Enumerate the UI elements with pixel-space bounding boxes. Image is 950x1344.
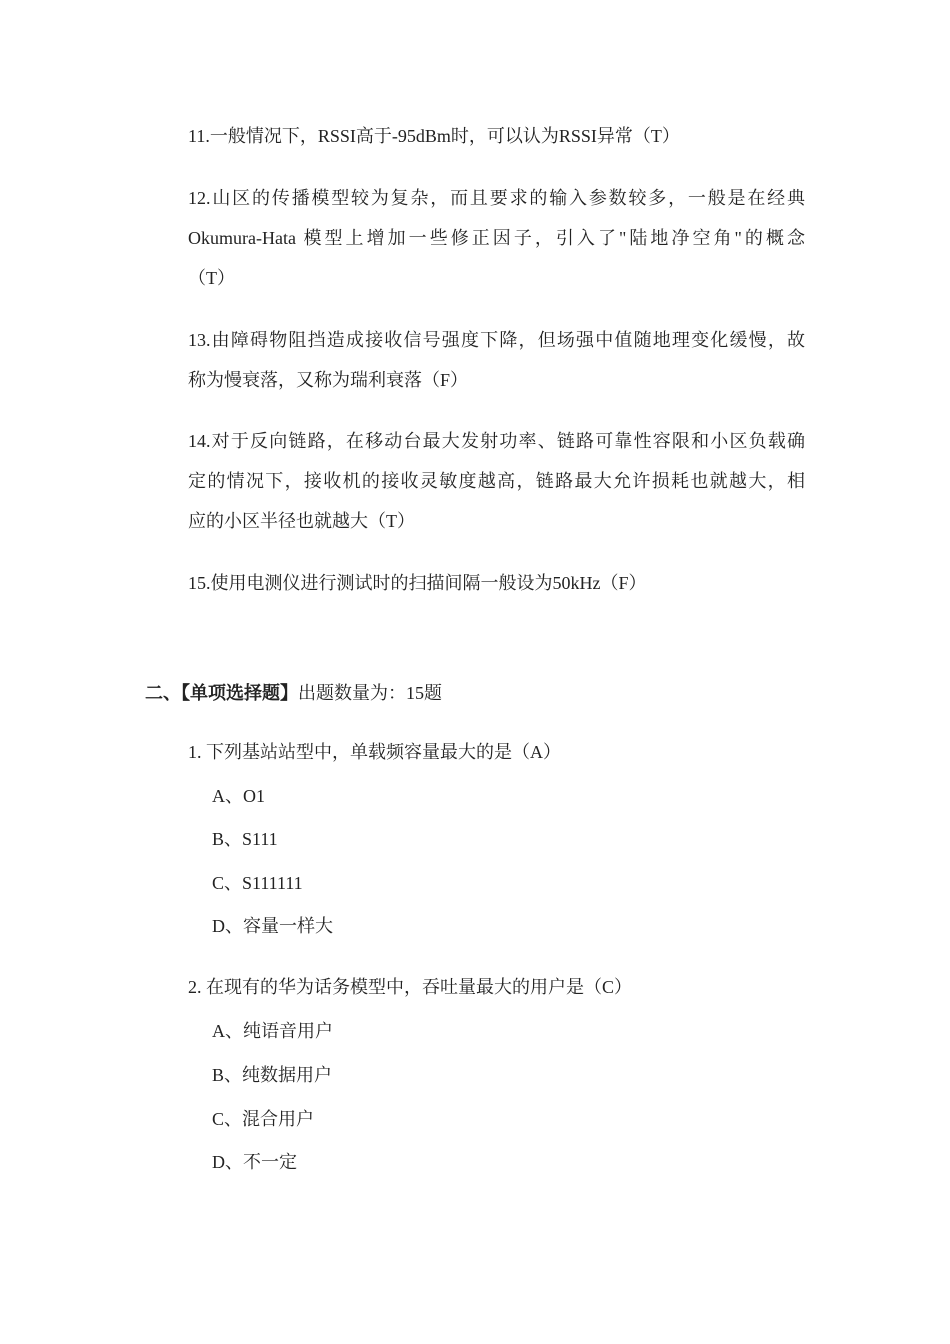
tf-item-line: （T） (188, 268, 235, 288)
tf-item-12 (188, 178, 805, 298)
tf-item-line: 定的情况下，接收机的接收灵敏度越高，链路最大允许损耗也就越大，相 (188, 471, 805, 491)
tf-item-15 (188, 563, 805, 603)
tf-item-line: 13.由障碍物阻挡造成接收信号强度下降，但场强中值随地理变化缓慢，故 (188, 330, 805, 350)
question-2: 2. 在现有的华为话务模型中，吞吐量最大的用户是（C） (188, 977, 633, 997)
tf-item-line: 11.一般情况下，RSSI高于-95dBm时，可以认为RSSI异常（T） (188, 126, 680, 146)
tf-item-line: 15.使用电测仪进行测试时的扫描间隔一般设为50kHz（F） (188, 573, 647, 593)
tf-item-line: 12.山区的传播模型较为复杂，而且要求的输入参数较多，一般是在经典 (188, 188, 805, 208)
section-heading (145, 673, 442, 713)
question-2-option-c: C、混合用户 (212, 1109, 315, 1129)
section-title: 【单项选择题】 (181, 683, 298, 703)
tf-item-line: 称为慢衰落，又称为瑞利衰落（F） (188, 370, 469, 390)
tf-item-13 (188, 320, 805, 400)
question-1-option-d: D、容量一样大 (212, 916, 333, 936)
question-2-option-b: B、纯数据用户 (212, 1065, 333, 1085)
tf-item-line: Okumura-Hata 模型上增加一些修正因子，引入了"陆地净空角"的概念 (188, 228, 805, 248)
section-count: 出题数量为：15题 (298, 683, 442, 703)
tf-item-line: 14.对于反向链路，在移动台最大发射功率、链路可靠性容限和小区负载确 (188, 431, 805, 451)
tf-item-11 (188, 116, 805, 156)
question-1-option-c: C、S111111 (212, 873, 303, 893)
section-number: 二、 (145, 683, 181, 703)
question-1-option-b: B、S111 (212, 829, 278, 849)
question-2-option-d: D、不一定 (212, 1152, 297, 1172)
tf-item-line: 应的小区半径也就越大（T） (188, 511, 415, 531)
question-1-option-a: A、O1 (212, 786, 265, 806)
question-1: 1. 下列基站站型中，单载频容量最大的是（A） (188, 742, 561, 762)
question-2-option-a: A、纯语音用户 (212, 1021, 333, 1041)
tf-item-14 (188, 421, 805, 541)
